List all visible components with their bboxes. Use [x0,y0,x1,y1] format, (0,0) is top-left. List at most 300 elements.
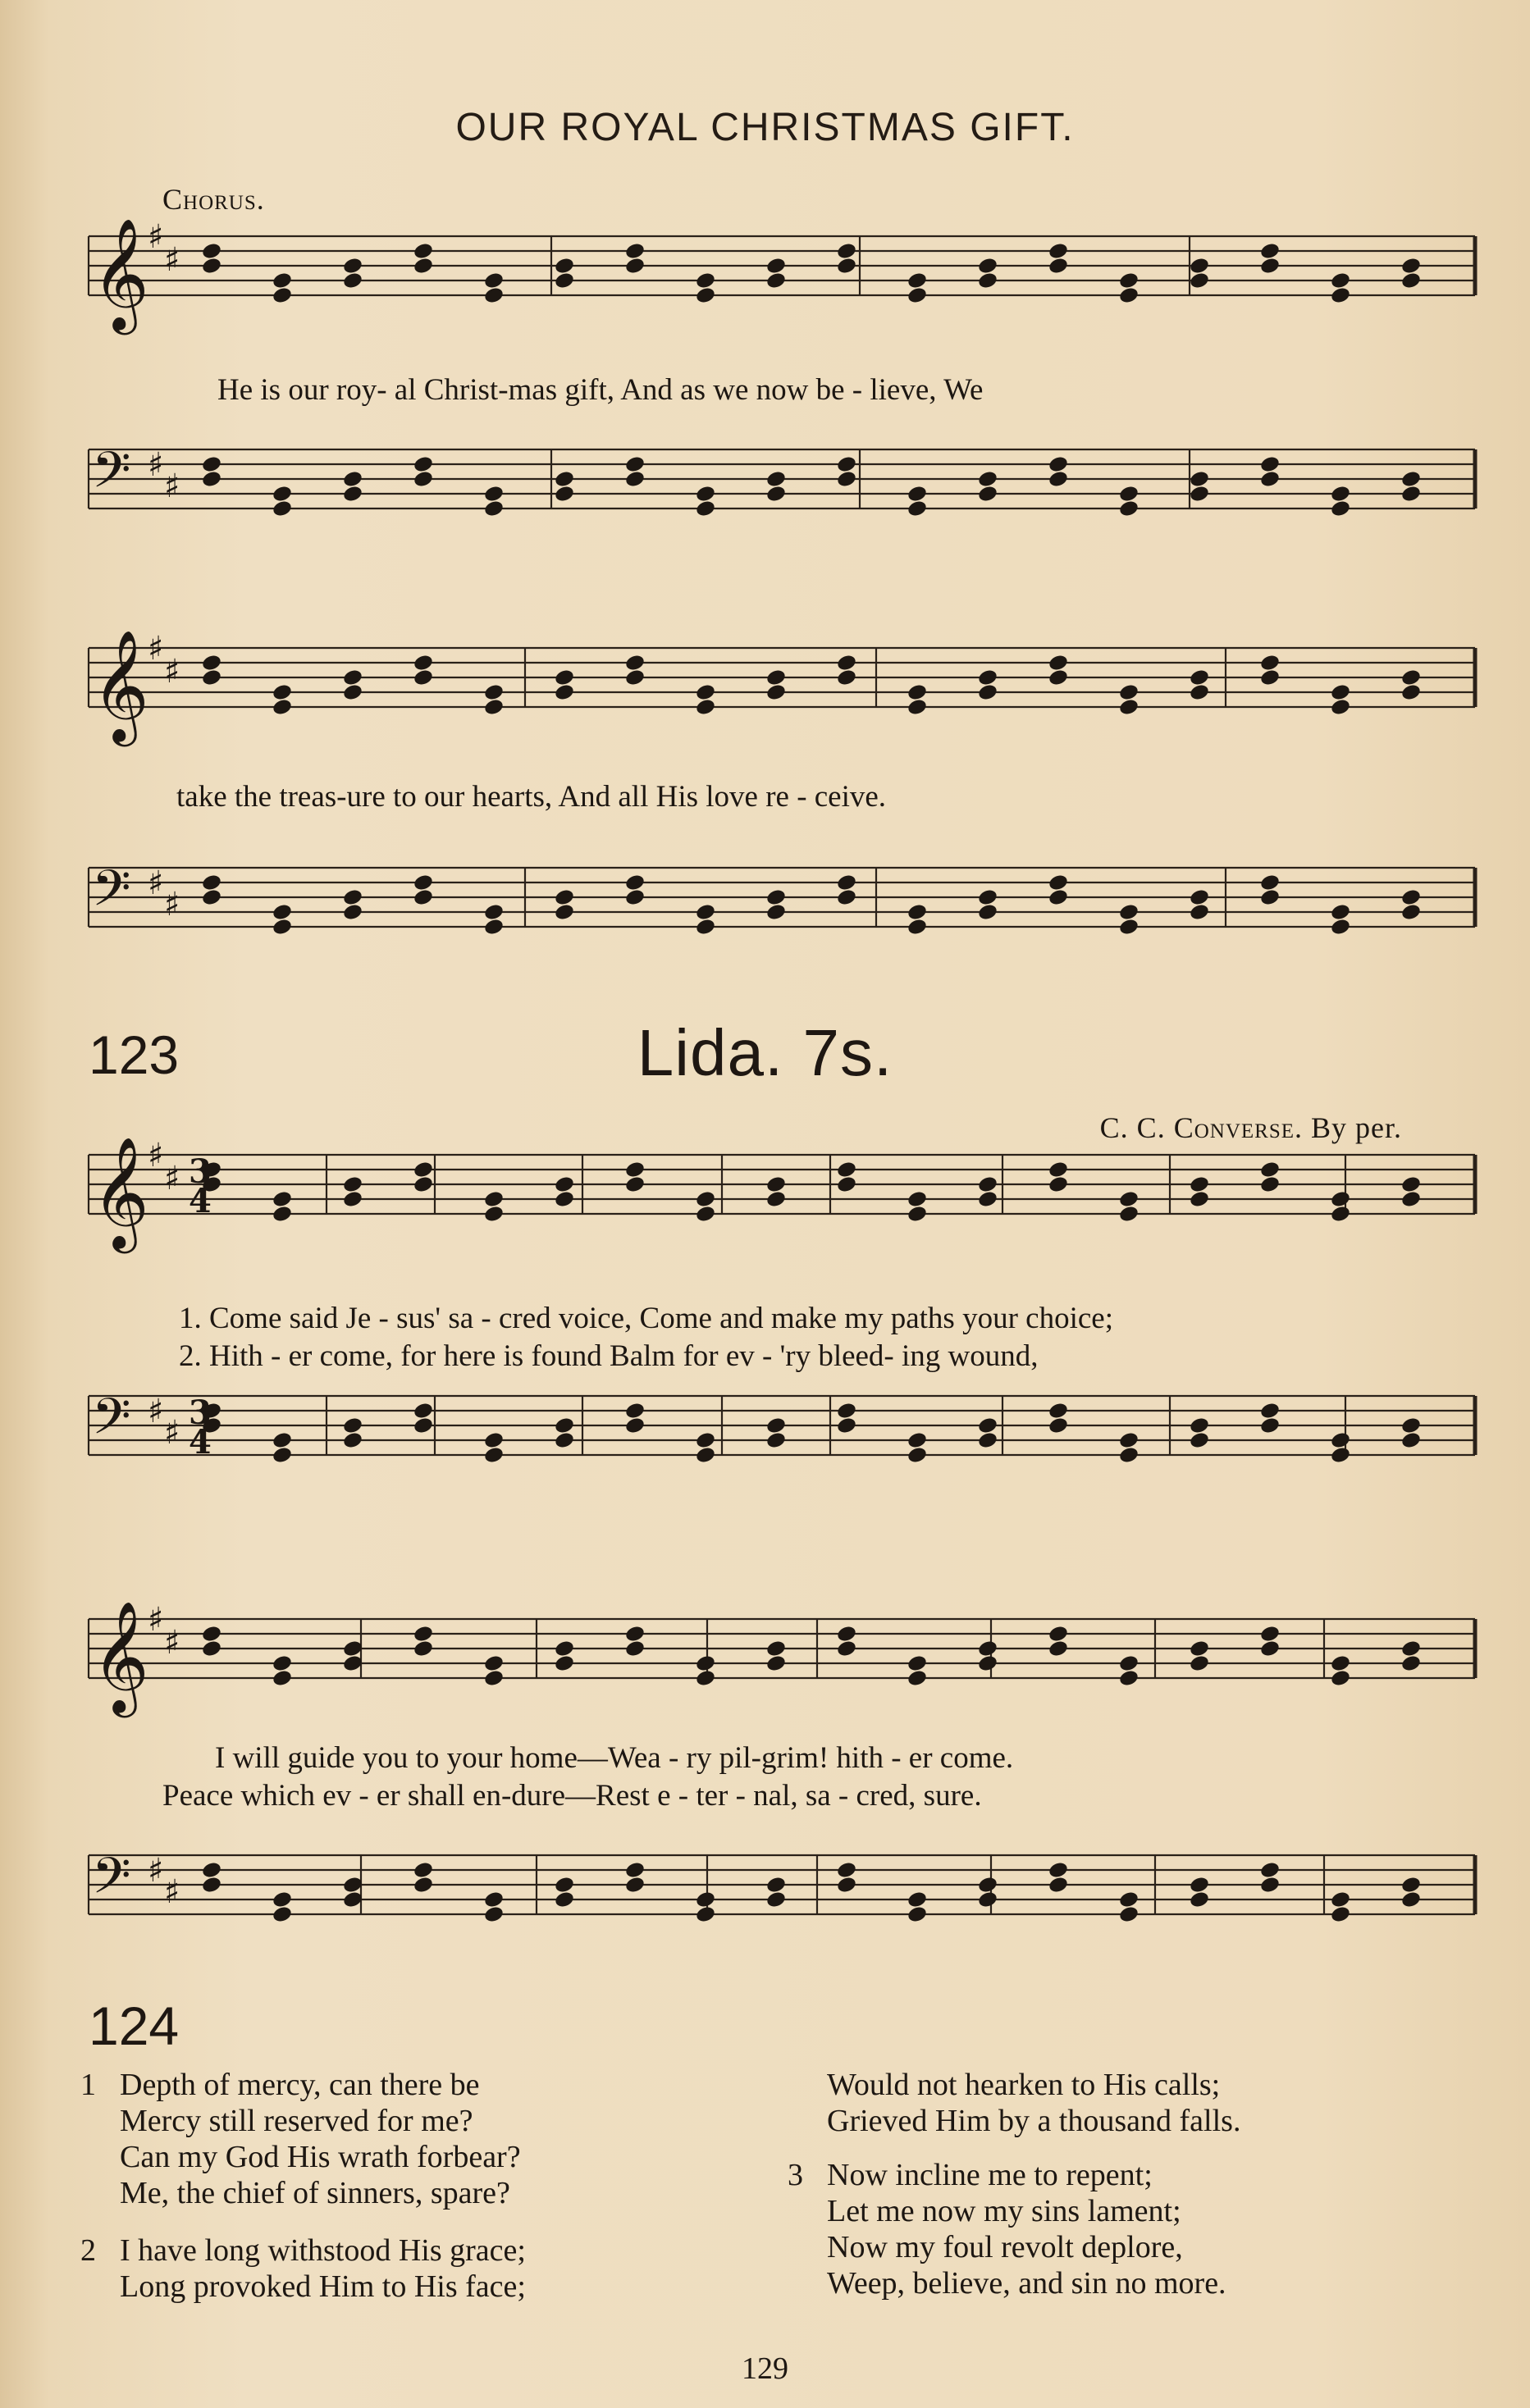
note-head [765,1416,787,1434]
time-signature: 4 [189,1182,212,1220]
note-head [907,1904,928,1923]
note-head [695,499,716,518]
note-head [1048,1860,1069,1879]
note-head [695,1204,716,1223]
note-head [765,682,787,701]
note-head [483,697,505,716]
sharp-icon: ♯ [148,218,164,256]
sharp-icon: ♯ [148,1137,164,1174]
note-head [201,668,222,686]
note-head [977,1875,998,1894]
note-head [695,285,716,304]
note-head [695,1430,716,1449]
note-head [1118,1890,1140,1909]
note-head [413,454,434,473]
note-head [624,1160,646,1179]
note-head [1330,1445,1351,1464]
note-head [483,1189,505,1208]
note-head [1189,1875,1210,1894]
note-head [272,1189,293,1208]
note-head [483,1653,505,1672]
verse-line: Can my God His wrath forbear? [120,2140,521,2174]
note-head [1118,682,1140,701]
note-head [765,887,787,906]
hymn123-line2-verse2: Peace which ev - er shall en-dure—Rest e - ter - nal, sa - cred, sure. [162,1779,982,1813]
note-head [695,1668,716,1687]
note-head [765,256,787,275]
verse-line: Long provoked Him to His face; [120,2269,526,2304]
note-head [1118,1189,1140,1208]
note-head [624,241,646,260]
note-head [1330,271,1351,290]
note-head [413,1860,434,1879]
verse-line: Mercy still reserved for me? [120,2104,473,2138]
note-head [1189,1639,1210,1658]
note-head [1400,469,1422,488]
note-head [342,1189,363,1208]
note-head [765,1639,787,1658]
note-head [765,1189,787,1208]
hymn123-line1-verse1: 1. Come said Je - sus' sa - cred voice, Come and make my paths your choice; [179,1302,1113,1335]
note-head [342,271,363,290]
note-head [1259,1160,1281,1179]
time-signature: 3 [189,1393,212,1432]
note-head [1259,873,1281,892]
note-head [765,1174,787,1193]
note-head [483,1445,505,1464]
note-head [483,285,505,304]
composer-prefix: C. C. [1099,1111,1174,1144]
note-head [624,454,646,473]
hymn123-line1-verse2: 2. Hith - er come, for here is found Balm for ev - 'ry bleed- ing wound, [179,1339,1039,1373]
note-head [1048,256,1069,275]
composer-name: Converse. [1173,1111,1303,1144]
note-head [836,1174,857,1193]
page-title: OUR ROYAL CHRISTMAS GIFT. [455,106,1075,149]
note-head [554,1875,575,1894]
note-head [977,682,998,701]
note-head [1330,499,1351,518]
note-head [1259,1624,1281,1643]
note-head [1400,1189,1422,1208]
chorus-label: Chorus. [162,183,265,216]
note-head [624,1875,646,1894]
note-head [1259,469,1281,488]
bass-clef-icon: 𝄢 [92,1847,131,1918]
page-number: 129 [742,2351,788,2386]
note-head [1118,1668,1140,1687]
note-head [1400,271,1422,290]
note-head [1330,697,1351,716]
note-head [1259,256,1281,275]
note-head [272,499,293,518]
note-head [624,1174,646,1193]
note-head [201,1875,222,1894]
note-head [1118,697,1140,716]
note-head [1330,1653,1351,1672]
note-head [554,1174,575,1193]
note-head [1048,1624,1069,1643]
note-head [695,1189,716,1208]
note-head [483,499,505,518]
note-head [1330,1430,1351,1449]
note-head [342,1430,363,1449]
note-head [907,1890,928,1909]
verse-line: Grieved Him by a thousand falls. [827,2104,1241,2138]
note-head [836,1160,857,1179]
note-head [765,271,787,290]
note-head [1189,1174,1210,1193]
note-head [413,1624,434,1643]
note-head [272,902,293,921]
composer-suffix: By per. [1303,1111,1402,1144]
note-head [483,1204,505,1223]
note-head [977,1639,998,1658]
sharp-icon: ♯ [164,1414,180,1452]
note-head [1048,1416,1069,1434]
note-head [201,1639,222,1658]
note-head [977,256,998,275]
note-head [907,285,928,304]
note-head [765,1890,787,1909]
note-head [1259,653,1281,672]
note-head [836,241,857,260]
note-head [1189,1189,1210,1208]
note-head [907,499,928,518]
note-head [695,697,716,716]
stanza-number: 1 [80,2068,96,2102]
note-head [1400,682,1422,701]
note-head [1189,1416,1210,1434]
verse-line: Now my foul revolt deplore, [827,2230,1183,2264]
note-head [1118,484,1140,503]
note-head [413,1416,434,1434]
note-head [624,873,646,892]
note-head [1259,887,1281,906]
sharp-icon: ♯ [148,1601,164,1639]
note-head [836,256,857,275]
note-head [201,1624,222,1643]
time-signature: 4 [189,1423,212,1462]
note-head [342,1174,363,1193]
note-head [413,256,434,275]
note-head [1330,1668,1351,1687]
note-head [1189,1890,1210,1909]
note-head [1189,271,1210,290]
note-head [1330,484,1351,503]
note-head [695,682,716,701]
note-head [554,1639,575,1658]
note-head [483,917,505,936]
note-head [1330,1890,1351,1909]
hymn124-stanza-1 [80,2067,521,2211]
note-head [201,873,222,892]
note-head [624,1401,646,1420]
note-head [836,668,857,686]
note-head [977,902,998,921]
note-head [483,902,505,921]
note-head [483,1904,505,1923]
note-head [483,271,505,290]
note-head [413,653,434,672]
verse-line: Let me now my sins lament; [827,2194,1181,2228]
note-head [977,1430,998,1449]
note-head [342,668,363,686]
chorus-lyrics-line-1: He is our roy- al Christ-mas gift, And as we now be - lieve, We [217,373,984,407]
note-head [342,469,363,488]
note-head [1400,1174,1422,1193]
note-head [201,653,222,672]
note-head [977,271,998,290]
note-head [1330,917,1351,936]
note-head [1118,1904,1140,1923]
note-head [1118,271,1140,290]
sharp-icon: ♯ [148,864,164,902]
note-head [836,653,857,672]
note-head [1189,484,1210,503]
note-head [1118,285,1140,304]
note-head [1259,1875,1281,1894]
sharp-icon: ♯ [148,630,164,668]
note-head [765,902,787,921]
note-head [1400,887,1422,906]
note-head [1189,1430,1210,1449]
note-head [1259,1860,1281,1879]
note-head [1118,1204,1140,1223]
note-head [1400,1653,1422,1672]
note-head [342,682,363,701]
note-head [1048,454,1069,473]
note-head [1048,1875,1069,1894]
note-head [1118,499,1140,518]
note-head [695,271,716,290]
chorus-lyrics-line-2: take the treas-ure to our hearts, And all His love re - ceive. [176,780,887,814]
note-head [554,1430,575,1449]
note-head [342,484,363,503]
note-head [413,887,434,906]
verse-line: Now incline me to repent; [827,2158,1153,2192]
note-head [272,1653,293,1672]
note-head [1330,1204,1351,1223]
sharp-icon: ♯ [164,1624,180,1662]
note-head [1048,887,1069,906]
note-head [272,1904,293,1923]
note-head [977,1890,998,1909]
note-head [836,1639,857,1658]
hymn123-line2-verse1: I will guide you to your home—Wea - ry pil-grim! hith - er come. [215,1741,1014,1775]
note-head [554,1189,575,1208]
note-head [272,1430,293,1449]
note-head [413,241,434,260]
verse-line: I have long withstood His grace; [120,2233,526,2268]
note-head [413,1401,434,1420]
note-head [624,653,646,672]
sharp-icon: ♯ [164,1873,180,1911]
note-head [977,1174,998,1193]
note-head [907,1189,928,1208]
bass-clef-icon: 𝄢 [92,441,131,512]
note-head [1259,668,1281,686]
note-head [1118,1430,1140,1449]
note-head [413,1639,434,1658]
treble-clef-icon: 𝄞 [92,628,149,741]
note-head [201,1860,222,1879]
note-head [907,1445,928,1464]
note-head [1118,1653,1140,1672]
note-head [977,469,998,488]
note-head [1189,668,1210,686]
note-head [1259,241,1281,260]
note-head [483,1430,505,1449]
note-head [1400,1875,1422,1894]
note-head [907,1653,928,1672]
hymn124-stanza-2-cont [827,2067,1240,2139]
note-head [272,1890,293,1909]
sharp-icon: ♯ [164,1160,180,1197]
note-head [1048,469,1069,488]
note-head [765,469,787,488]
note-head [1330,902,1351,921]
note-head [272,697,293,716]
note-head [1048,1639,1069,1658]
note-head [977,887,998,906]
note-head [342,887,363,906]
note-head [1400,1639,1422,1658]
sharp-icon: ♯ [164,241,180,279]
note-head [1189,469,1210,488]
note-head [1048,873,1069,892]
note-head [554,1416,575,1434]
note-head [201,887,222,906]
note-head [624,668,646,686]
note-head [554,1890,575,1909]
sharp-icon: ♯ [164,886,180,924]
treble-clef-icon: 𝄞 [92,1599,149,1713]
note-head [624,1624,646,1643]
verse-line: Would not hearken to His calls; [827,2068,1221,2102]
note-head [836,873,857,892]
note-head [836,887,857,906]
note-head [1048,653,1069,672]
note-head [201,241,222,260]
note-head [342,1416,363,1434]
note-head [1259,1639,1281,1658]
note-head [554,668,575,686]
verse-line: Weep, believe, and sin no more. [827,2266,1226,2301]
note-head [1330,1904,1351,1923]
note-head [1189,256,1210,275]
note-head [1048,1401,1069,1420]
sharp-icon: ♯ [148,446,164,484]
hymn124-stanza-2 [80,2232,526,2305]
note-head [907,697,928,716]
note-head [765,668,787,686]
note-head [836,1875,857,1894]
note-head [413,668,434,686]
treble-clef-icon: 𝄞 [92,1135,149,1248]
note-head [554,271,575,290]
note-head [272,285,293,304]
stanza-number: 3 [788,2158,803,2192]
note-head [695,1653,716,1672]
note-head [272,271,293,290]
note-head [483,1668,505,1687]
note-head [272,1445,293,1464]
note-head [836,1624,857,1643]
note-head [413,1875,434,1894]
note-head [624,256,646,275]
note-head [1400,1430,1422,1449]
note-head [836,1416,857,1434]
note-head [1189,902,1210,921]
note-head [1118,917,1140,936]
note-head [765,1430,787,1449]
note-head [836,1860,857,1879]
note-head [413,1174,434,1193]
note-head [695,1445,716,1464]
note-head [836,1401,857,1420]
note-head [554,469,575,488]
note-head [836,469,857,488]
note-head [1189,1653,1210,1672]
note-head [624,469,646,488]
note-head [1259,1416,1281,1434]
note-head [907,1668,928,1687]
note-head [272,484,293,503]
note-head [765,1653,787,1672]
note-head [695,1890,716,1909]
note-head [1400,902,1422,921]
note-head [1330,285,1351,304]
treble-clef-icon: 𝄞 [92,217,149,330]
hymn-number-123: 123 [89,1024,180,1085]
note-head [1048,668,1069,686]
hymn124-stanza-3 [788,2157,1226,2301]
note-head [907,1204,928,1223]
note-head [765,484,787,503]
hymn-number-124: 124 [89,1995,180,2056]
note-head [695,902,716,921]
note-head [907,484,928,503]
note-head [342,256,363,275]
note-head [624,1860,646,1879]
note-head [201,256,222,275]
note-head [1400,1416,1422,1434]
verse-line: Depth of mercy, can there be [120,2068,480,2102]
note-head [554,682,575,701]
note-head [272,1204,293,1223]
note-head [1400,668,1422,686]
stanza-number: 2 [80,2233,96,2268]
note-head [977,484,998,503]
note-head [1048,1174,1069,1193]
note-head [907,902,928,921]
note-head [1330,682,1351,701]
note-head [624,1416,646,1434]
note-head [554,484,575,503]
sharp-icon: ♯ [164,467,180,505]
note-head [1259,1401,1281,1420]
note-head [554,256,575,275]
note-head [1330,1189,1351,1208]
note-head [1118,902,1140,921]
note-head [624,1639,646,1658]
note-head [272,1668,293,1687]
note-head [695,484,716,503]
note-head [483,1890,505,1909]
note-head [1400,256,1422,275]
note-head [977,1416,998,1434]
